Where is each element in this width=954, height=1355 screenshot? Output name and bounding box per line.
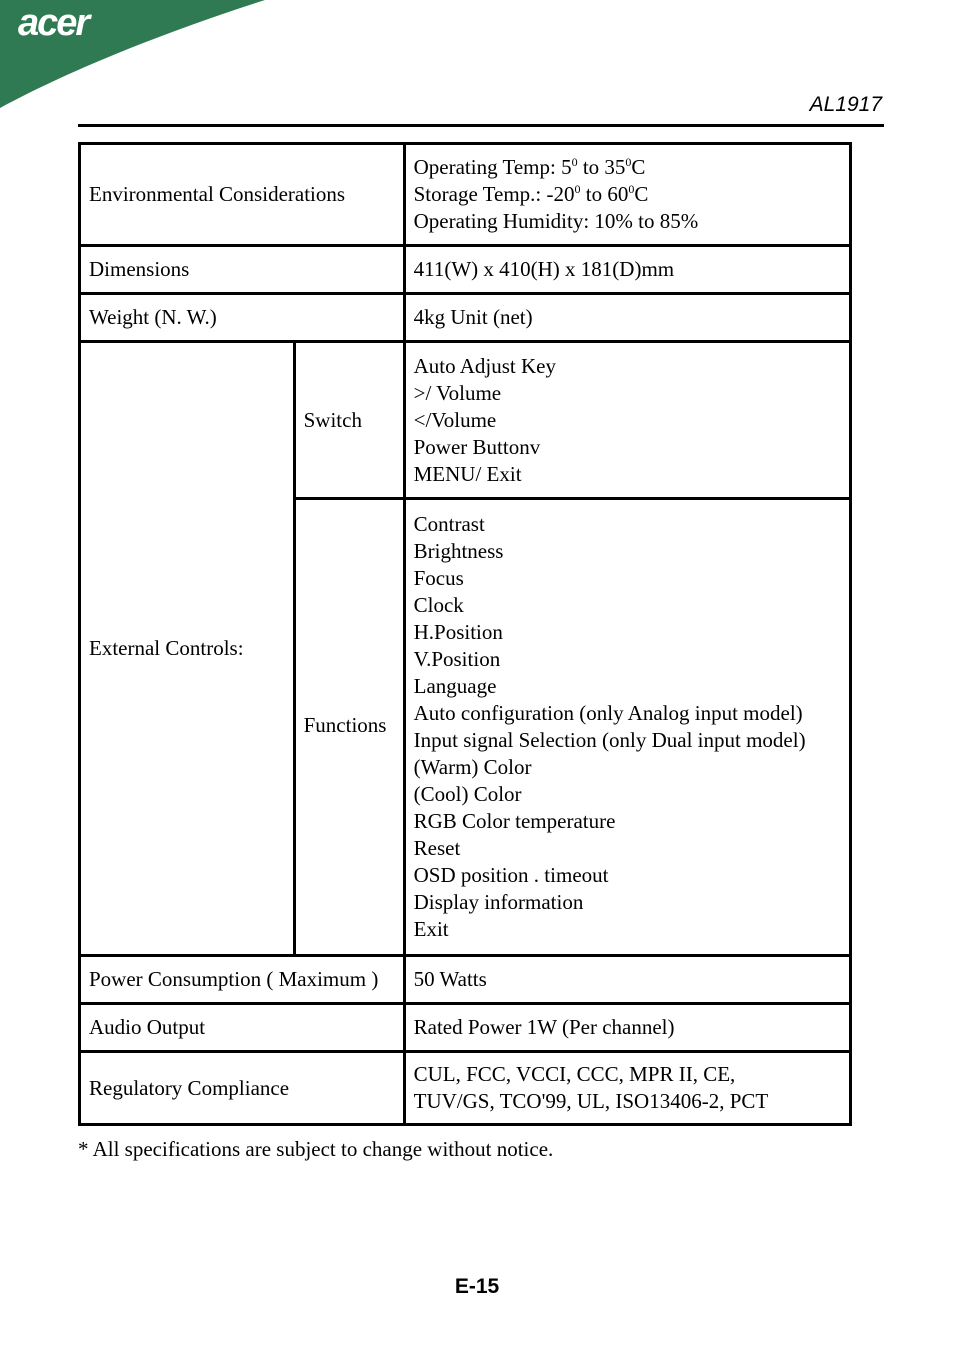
header-swoosh: [0, 0, 954, 140]
operating-temp: Operating Temp: $5^0$ to $35^0C$: [413, 155, 646, 179]
header-band: [0, 0, 954, 140]
table-row: [80, 144, 851, 246]
list-item: Focus: [413, 566, 464, 590]
regulatory-line: CUL, FCC, VCCI, CCC, MPR II, CE,: [413, 1062, 736, 1086]
power-label: Power Consumption ( Maximum ): [80, 956, 405, 1004]
dimensions-label: Dimensions: [80, 246, 405, 294]
list-item: Language: [413, 674, 497, 698]
external-controls-label: External Controls:: [80, 342, 295, 956]
footnote: * All specifications are subject to change without notice.: [78, 1137, 554, 1161]
list-item: Auto Adjust Key: [413, 353, 556, 378]
list-item: Clock: [413, 593, 464, 617]
list-item: MENU/ Exit: [413, 461, 522, 486]
table-row: [80, 294, 851, 342]
spec-table: [78, 142, 852, 1126]
list-item: Reset: [413, 836, 461, 860]
weight-label: Weight (N. W.): [80, 294, 405, 342]
list-item: Auto configuration (only Analog input model): [413, 701, 803, 725]
regulatory-value: [404, 1052, 850, 1125]
operating-humidity: Operating Humidity: 10% to 85%: [413, 209, 699, 233]
list-item: V.Position: [413, 647, 501, 671]
list-item: Display information: [413, 890, 584, 914]
power-value: 50 Watts: [404, 956, 850, 1004]
regulatory-line: TUV/GS, TCO'99, UL, ISO13406-2, PCT: [413, 1089, 769, 1113]
environment-label: Environmental Considerations: [80, 144, 405, 246]
switch-label: Switch: [294, 342, 404, 499]
environment-value: [404, 144, 850, 246]
table-row: [80, 246, 851, 294]
list-item: Brightness: [413, 539, 504, 563]
header-rule: [78, 124, 884, 127]
page-number: E-15: [454, 1275, 500, 1298]
list-item: Input signal Selection (only Dual input model): [413, 728, 806, 752]
list-item: Exit: [413, 917, 449, 941]
storage-temp: Storage Temp.: $-20^0$ to $60^0C$: [413, 182, 649, 206]
switch-items: [404, 342, 850, 499]
list-item: (Cool) Color: [413, 782, 522, 806]
list-item: Contrast: [413, 512, 485, 536]
acer-logo: acer: [18, 2, 89, 44]
table-row: [80, 342, 851, 499]
table-row: [80, 1004, 851, 1052]
list-item: Power Buttonv: [413, 434, 541, 459]
list-item: OSD position . timeout: [413, 863, 609, 887]
table-row: [80, 956, 851, 1004]
list-item: RGB Color temperature: [413, 809, 616, 833]
weight-value: 4kg Unit (net): [404, 294, 850, 342]
function-items: [404, 499, 850, 956]
list-item: H.Position: [413, 620, 503, 644]
audio-value: Rated Power 1W (Per channel): [404, 1004, 850, 1052]
list-item: </Volume: [413, 407, 497, 432]
table-row: [80, 1052, 851, 1125]
regulatory-label: Regulatory Compliance: [80, 1052, 405, 1125]
list-item: >/ Volume: [413, 380, 502, 405]
functions-label: Functions: [294, 499, 404, 956]
dimensions-value: 411(W) x 410(H) x 181(D)mm: [404, 246, 850, 294]
model-name: AL1917: [809, 93, 882, 116]
audio-label: Audio Output: [80, 1004, 405, 1052]
list-item: (Warm) Color: [413, 755, 532, 779]
